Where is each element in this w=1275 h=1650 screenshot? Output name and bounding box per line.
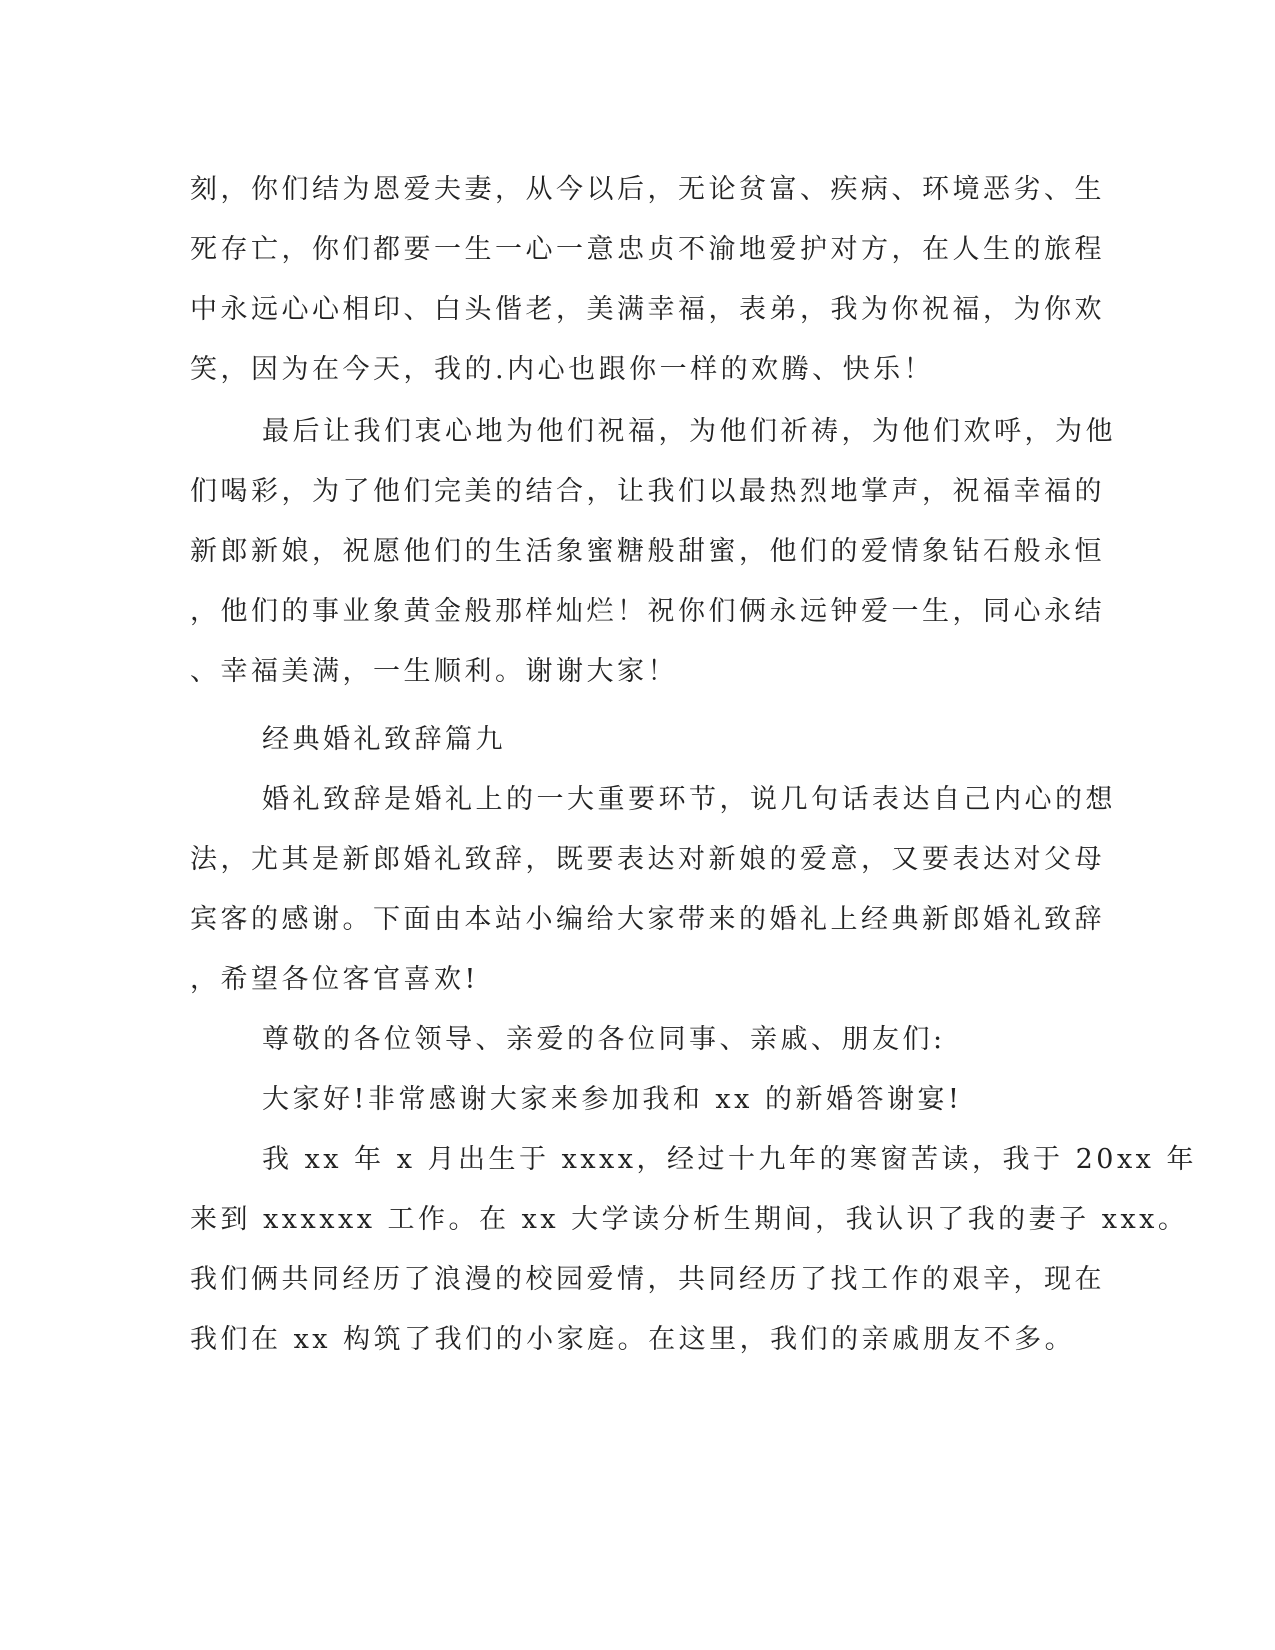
text-line: 笑，因为在今天，我的.内心也跟你一样的欢腾、快乐！ [190,354,935,385]
text-line: 们喝彩，为了他们完美的结合，让我们以最热烈地掌声，祝福幸福的 [190,476,1105,507]
text-line: 我们在 xx 构筑了我们的小家庭。在这里，我们的亲戚朋友不多。 [190,1324,1076,1355]
text-line: ，希望各位客官喜欢! [190,964,479,995]
text-line: ，他们的事业象黄金般那样灿烂！祝你们俩永远钟爱一生，同心永结 [190,596,1105,627]
section-title-text: 经典婚礼致辞篇九 [262,724,506,755]
text-line: 宾客的感谢。下面由本站小编给大家带来的婚礼上经典新郎婚礼致辞 [190,904,1105,935]
text-line: 中永远心心相印、白头偕老，美满幸福，表弟，我为你祝福，为你欢 [190,294,1105,325]
section-title [190,710,1090,770]
text-line: 我们俩共同经历了浪漫的校园爱情，共同经历了找工作的艰辛，现在 [190,1264,1105,1295]
paragraph-3 [190,770,1116,1010]
salutation-text: 尊敬的各位领导、亲爱的各位同事、亲戚、朋友们: [262,1024,946,1055]
paragraph-4 [190,1130,1197,1370]
text-line: 最后让我们衷心地为他们祝福，为他们祈祷，为他们欢呼，为他 [262,416,1116,447]
text-line: 我 xx 年 x 月出生于 xxxx，经过十九年的寒窗苦读，我于 20xx 年 [262,1144,1197,1175]
text-line: 法，尤其是新郎婚礼致辞，既要表达对新娘的爱意，又要表达对父母 [190,844,1105,875]
text-line: 刻，你们结为恩爱夫妻，从今以后，无论贫富、疾病、环境恶劣、生 [190,174,1105,205]
paragraph-2 [190,402,1116,702]
text-line: 来到 xxxxxx 工作。在 xx 大学读分析生期间，我认识了我的妻子 xxx。 [190,1204,1189,1235]
salutation [190,1010,1090,1070]
text-line: 死存亡，你们都要一生一心一意忠贞不渝地爱护对方，在人生的旅程 [190,234,1105,265]
greeting [190,1070,1090,1130]
text-line: 新郎新娘，祝愿他们的生活象蜜糖般甜蜜，他们的爱情象钻石般永恒 [190,536,1105,567]
greeting-text: 大家好!非常感谢大家来参加我和 xx 的新婚答谢宴! [262,1084,963,1115]
text-line: 婚礼致辞是婚礼上的一大重要环节，说几句话表达自己内心的想 [262,784,1116,815]
paragraph-1 [190,160,1105,400]
text-line: 、幸福美满，一生顺利。谢谢大家！ [190,656,678,687]
